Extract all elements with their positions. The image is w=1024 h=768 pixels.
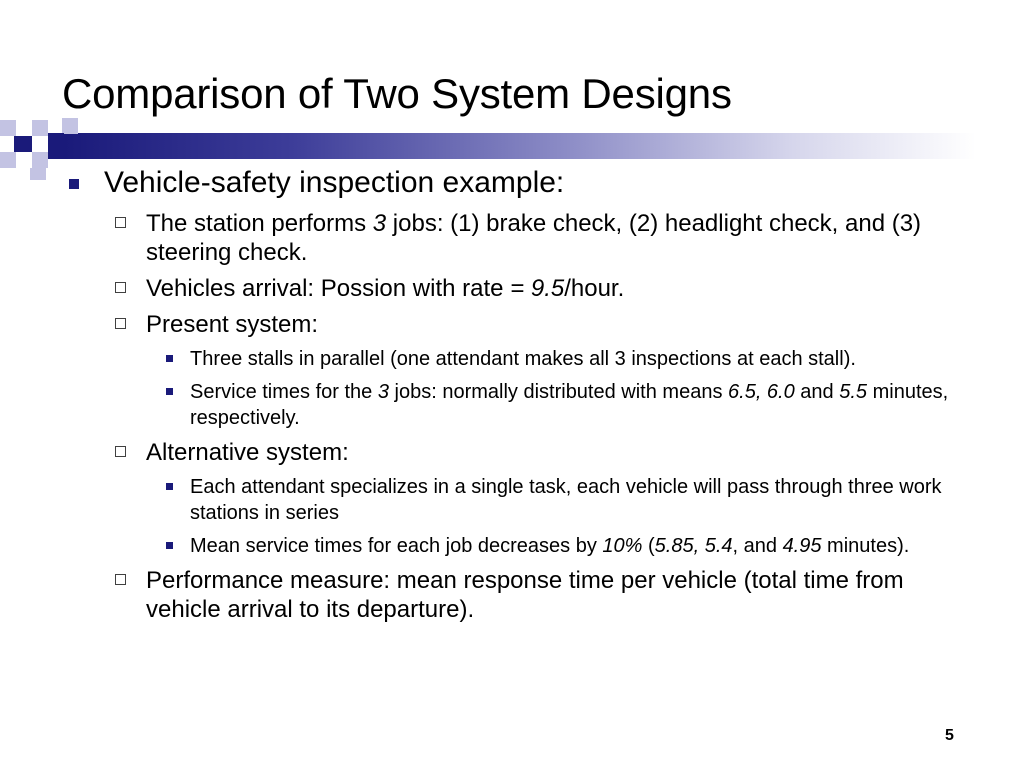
small-square-bullet-icon (166, 388, 173, 395)
bullet-arrival-rate (62, 274, 982, 303)
decor-square (32, 120, 48, 136)
bullet-text: , and (732, 535, 783, 557)
bullet-text: minutes, respectively. (190, 381, 949, 429)
decor-square (30, 168, 46, 180)
mean-values: 6.5, 6.0 (728, 381, 795, 403)
bullet-text: The station performs (146, 210, 373, 237)
bullet-alt-specialize (62, 474, 982, 526)
bullet-text: Vehicles arrival: Possion with rate (146, 275, 511, 302)
decor-square (0, 152, 16, 168)
small-square-bullet-icon (166, 483, 173, 490)
bullet-text: /hour. (564, 275, 625, 302)
slide-content (62, 165, 982, 631)
jobs-count: 3 (372, 210, 387, 237)
hollow-square-bullet-icon (115, 217, 126, 228)
decor-square (62, 118, 78, 134)
bullet-text: minutes). (821, 535, 910, 557)
mean-value-last: 5.5 (839, 381, 868, 403)
bullet-text: Three stalls in parallel (one attendant makes all 3 inspections at each stall). (190, 348, 856, 370)
bullet-text: jobs: (1) brake check, (2) headlight check, and (3) steering check. (146, 210, 922, 266)
bullet-vehicle-safety (62, 165, 982, 201)
hollow-square-bullet-icon (115, 446, 126, 457)
jobs-count: 3 (377, 381, 389, 403)
bullet-performance-measure (62, 566, 982, 624)
decor-square (0, 136, 14, 152)
bullet-text: Vehicle-safety inspection example: (104, 166, 565, 199)
decor-square (0, 120, 16, 136)
header-gradient-bar (64, 133, 976, 159)
bullet-present-system (62, 310, 982, 339)
decrease-percent: 10% (602, 535, 643, 557)
hollow-square-bullet-icon (115, 318, 126, 329)
bullet-present-stalls (62, 346, 982, 372)
hollow-square-bullet-icon (115, 574, 126, 585)
bullet-alt-mean-service (62, 533, 982, 559)
bullet-text: ( (642, 535, 655, 557)
square-bullet-icon (69, 179, 79, 189)
small-square-bullet-icon (166, 355, 173, 362)
bullet-text: Performance measure: mean response time per vehicle (total time from vehicle arrival to its departure). (146, 567, 904, 623)
decor-square (16, 152, 32, 168)
bullet-text: Present system: (146, 311, 319, 338)
decor-square (32, 152, 48, 168)
decor-square (14, 136, 32, 152)
slide-title: Comparison of Two System Designs (62, 70, 732, 117)
page-number: 5 (945, 727, 954, 744)
alt-mean-values: 5.85, 5.4 (654, 535, 733, 557)
bullet-text: Each attendant specializes in a single task, each vehicle will pass through three work stations in series (190, 476, 942, 524)
bullet-text: Service times for the (190, 381, 378, 403)
bullet-text: and (794, 381, 840, 403)
hollow-square-bullet-icon (115, 282, 126, 293)
alt-mean-value-last: 4.95 (782, 535, 822, 557)
bullet-present-service-times (62, 379, 982, 431)
small-square-bullet-icon (166, 542, 173, 549)
bullet-alternative-system (62, 438, 982, 467)
decor-square (32, 136, 48, 152)
decor-square (48, 133, 64, 159)
bullet-station-jobs (62, 209, 982, 267)
arrival-rate-value: = 9.5 (510, 275, 565, 302)
bullet-text: Alternative system: (146, 439, 349, 466)
decor-square (16, 120, 32, 136)
bullet-text: Mean service times for each job decreases by (190, 535, 603, 557)
bullet-text: jobs: normally distributed with means (388, 381, 729, 403)
